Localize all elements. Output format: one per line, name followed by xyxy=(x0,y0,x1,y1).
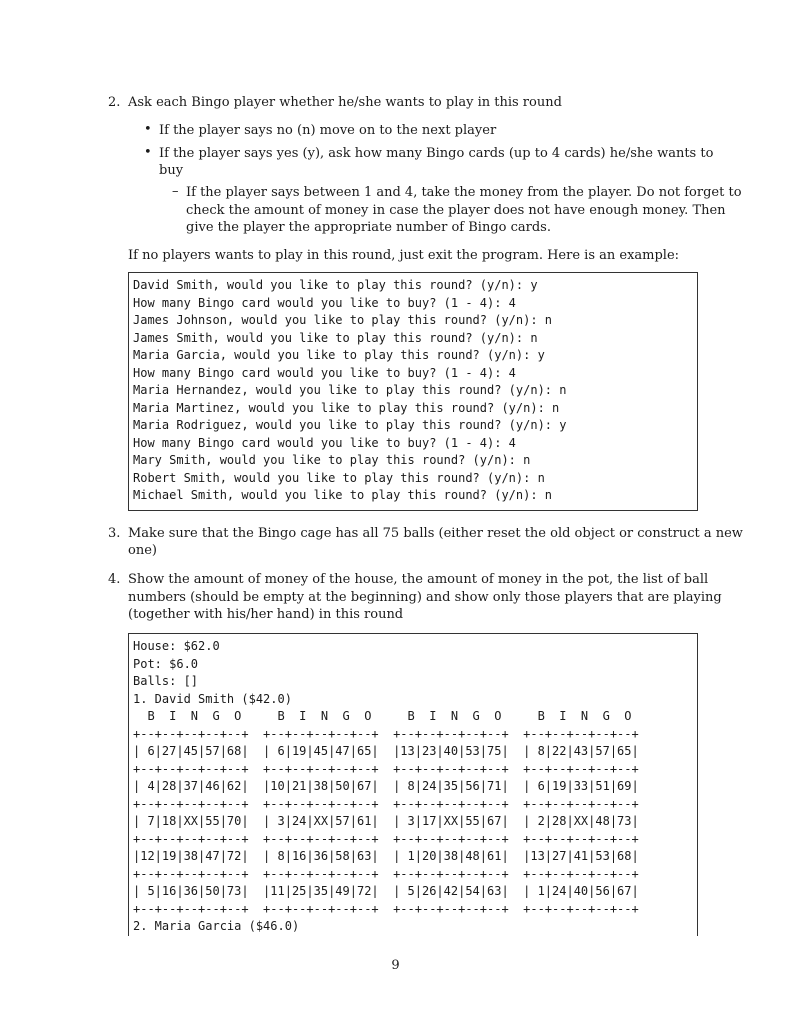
code-line: House: $62.0 xyxy=(133,639,220,653)
bullet-icon: • xyxy=(144,122,152,137)
item-text: (together with his/her hand) in this round xyxy=(128,607,404,622)
bullet-icon: • xyxy=(144,145,152,160)
code-line: |12|19|38|47|72| | 8|16|36|58|63| | 1|20|38|48|61| |13|27|41|53|68| xyxy=(133,849,639,863)
bullet-text: buy xyxy=(159,163,184,178)
sub-bullet-text: check the amount of money in case the player does not have enough money. Then xyxy=(186,203,726,218)
dash-icon: – xyxy=(172,184,179,199)
code-line: James Johnson, would you like to play this round? (y/n): n xyxy=(133,313,553,327)
code-line: James Smith, would you like to play this round? (y/n): n xyxy=(133,330,538,345)
page-number: 9 xyxy=(391,958,400,973)
code-line: Maria Rodriguez, would you like to play this round? (y/n): y xyxy=(133,418,567,432)
code-line: +--+--+--+--+--+ +--+--+--+--+--+ +--+--+--+--+--+ +--+--+--+--+--+ xyxy=(133,726,639,741)
code-line: | 5|16|36|50|73| |11|25|35|49|72| | 5|26|42|54|63| | 1|24|40|56|67| xyxy=(133,884,639,898)
code-line: | 6|27|45|57|68| | 6|19|45|47|65| |13|23|40|53|75| | 8|22|43|57|65| xyxy=(133,744,639,758)
code-line: How many Bingo card would you like to buy? (1 - 4): 4 xyxy=(133,295,516,310)
code-line: +--+--+--+--+--+ +--+--+--+--+--+ +--+--+--+--+--+ +--+--+--+--+--+ xyxy=(133,796,639,811)
code-line: | 7|18|XX|55|70| | 3|24|XX|57|61| | 3|17|XX|55|67| | 2|28|XX|48|73| xyxy=(133,814,639,828)
paragraph: If no players wants to play in this round, just exit the program. Here is an example: xyxy=(128,248,680,263)
code-line: How many Bingo card would you like to buy? (1 - 4): 4 xyxy=(133,435,516,450)
code-line: Maria Martinez, would you like to play this round? (y/n): n xyxy=(133,400,560,415)
code-line: Michael Smith, would you like to play this round? (y/n): n xyxy=(133,488,553,502)
code-line: +--+--+--+--+--+ +--+--+--+--+--+ +--+--+--+--+--+ +--+--+--+--+--+ xyxy=(133,761,639,776)
code-line: +--+--+--+--+--+ +--+--+--+--+--+ +--+--+--+--+--+ +--+--+--+--+--+ xyxy=(133,831,639,846)
bullet-text: If the player says yes (y), ask how many Bingo cards (up to 4 cards) he/she wants to xyxy=(159,146,714,161)
item-text: Make sure that the Bingo cage has all 75 balls (either reset the old object or construct a new xyxy=(128,526,743,541)
sub-bullet-text: If the player says between 1 and 4, take the money from the player. Do not forget to xyxy=(186,185,742,200)
code-line: How many Bingo card would you like to buy? (1 - 4): 4 xyxy=(133,365,516,380)
item-text: Show the amount of money of the house, the amount of money in the pot, the list of ball xyxy=(128,572,709,587)
code-example-box xyxy=(128,272,698,511)
code-line: Balls: [] xyxy=(133,674,199,688)
item-text: Ask each Bingo player whether he/she wants to play in this round xyxy=(128,95,562,110)
code-line: 2. Maria Garcia ($46.0) xyxy=(133,919,300,933)
code-line: | 4|28|37|46|62| |10|21|38|50|67| | 8|24|35|56|71| | 6|19|33|51|69| xyxy=(133,779,639,793)
code-line: Pot: $6.0 xyxy=(133,656,199,671)
code-line: B I N G O B I N G O B I N G O B I N G O xyxy=(133,709,632,723)
code-example-box xyxy=(128,633,698,936)
code-line: Maria Hernandez, would you like to play this round? (y/n): n xyxy=(133,383,567,397)
item-text: one) xyxy=(128,543,157,558)
item-number: 2. xyxy=(108,95,121,110)
code-line: +--+--+--+--+--+ +--+--+--+--+--+ +--+--+--+--+--+ +--+--+--+--+--+ xyxy=(133,901,639,916)
code-line: 1. David Smith ($42.0) xyxy=(133,691,292,706)
item-number: 4. xyxy=(108,572,121,587)
code-line: Mary Smith, would you like to play this round? (y/n): n xyxy=(133,453,531,467)
code-line: Robert Smith, would you like to play this round? (y/n): n xyxy=(133,470,545,485)
code-line: Maria Garcia, would you like to play this round? (y/n): y xyxy=(133,348,545,362)
bullet-text: If the player says no (n) move on to the next player xyxy=(159,123,497,138)
code-line: +--+--+--+--+--+ +--+--+--+--+--+ +--+--+--+--+--+ +--+--+--+--+--+ xyxy=(133,866,639,881)
sub-bullet-text: give the player the appropriate number of Bingo cards. xyxy=(186,220,551,235)
item-number: 3. xyxy=(108,526,121,541)
item-text: numbers (should be empty at the beginning) and show only those players that are playing xyxy=(128,590,722,605)
code-line: David Smith, would you like to play this round? (y/n): y xyxy=(133,278,538,292)
